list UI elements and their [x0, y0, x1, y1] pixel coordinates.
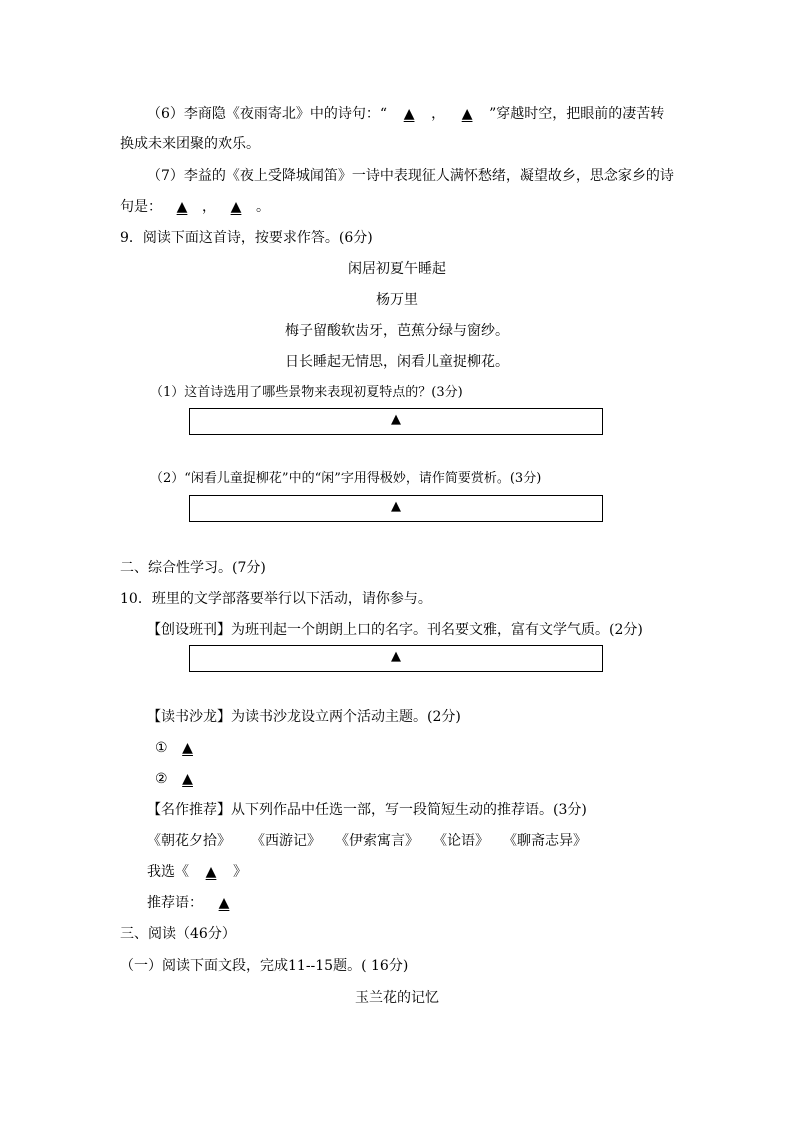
poem-line-2: 日长睡起无情思，闲看儿童捉柳花。: [285, 354, 509, 370]
book-list: [147, 831, 587, 851]
question-8-item-6-continued: 换成未来团聚的欢乐。: [120, 136, 260, 152]
book-option: 《朝花夕拾》: [147, 833, 231, 849]
book-option: 《论语》: [433, 833, 489, 849]
answer-blank[interactable]: ▲: [182, 740, 193, 756]
section-3-heading: 三、阅读（46分）: [120, 926, 236, 942]
question-9-sub-2: （2）“闲看儿童捉柳花”中的“闲”字用得极妙，请作简要赏析。(3分): [150, 471, 542, 486]
poem-author: 杨万里: [376, 292, 418, 308]
salon-theme-2: ② ▲: [155, 769, 208, 789]
choose-book: 我选《 ▲ 》: [147, 864, 247, 880]
question-8-item-7-continued: 句是： ▲ ， ▲ 。: [120, 199, 270, 215]
answer-blank[interactable]: ▲: [230, 199, 242, 215]
poem-line-1: 梅子留酸软齿牙，芭蕉分绿与窗纱。: [285, 323, 509, 339]
question-9-sub-1: （1）这首诗选用了哪些景物来表现初夏特点的？(3分): [150, 385, 463, 400]
answer-box-9-2[interactable]: ▲: [189, 495, 603, 522]
poem-title: 闲居初夏午睡起: [348, 261, 446, 277]
salon-theme-1: ① ▲: [155, 738, 208, 758]
answer-box-9-1[interactable]: ▲: [189, 408, 603, 435]
question-9-stem: 9．阅读下面这首诗，按要求作答。(6分): [120, 230, 373, 246]
create-journal-prompt: 【创设班刊】为班刊起一个朗朗上口的名字。刊名要文雅，富有文学气质。(2分): [147, 622, 643, 638]
article-title: 玉兰花的记忆: [355, 990, 439, 1006]
book-option: 《伊索寓言》: [335, 833, 419, 849]
recommendation: 推荐语： ▲: [147, 893, 245, 913]
answer-blank[interactable]: ▲: [205, 864, 217, 880]
section-2-heading: 二、综合性学习。(7分): [120, 560, 266, 576]
question-10-stem: 10．班里的文学部落要举行以下活动，请你参与。: [120, 591, 432, 607]
answer-blank[interactable]: ▲: [182, 771, 193, 787]
book-option: 《西游记》: [251, 833, 321, 849]
answer-blank[interactable]: ▲: [403, 106, 415, 122]
answer-blank[interactable]: ▲: [461, 106, 473, 122]
question-8-item-6: （6）李商隐《夜雨寄北》中的诗句：“ ▲ ， ▲ ”穿越时空，把眼前的凄苦转: [147, 106, 665, 122]
question-8-item-7: （7）李益的《夜上受降城闻笛》一诗中表现征人满怀愁绪，凝望故乡，思念家乡的诗: [147, 168, 674, 184]
answer-blank[interactable]: ▲: [176, 199, 188, 215]
answer-box-journal-name[interactable]: ▲: [189, 645, 603, 672]
reading-salon-prompt: 【读书沙龙】为读书沙龙设立两个活动主题。(2分): [147, 709, 461, 725]
answer-blank[interactable]: ▲: [218, 895, 230, 911]
section-3-sub: （一）阅读下面文段，完成11--15题。( 16分): [120, 958, 409, 974]
book-option: 《聊斋志异》: [503, 833, 587, 849]
book-recommend-prompt: 【名作推荐】从下列作品中任选一部，写一段简短生动的推荐语。(3分): [147, 802, 587, 818]
